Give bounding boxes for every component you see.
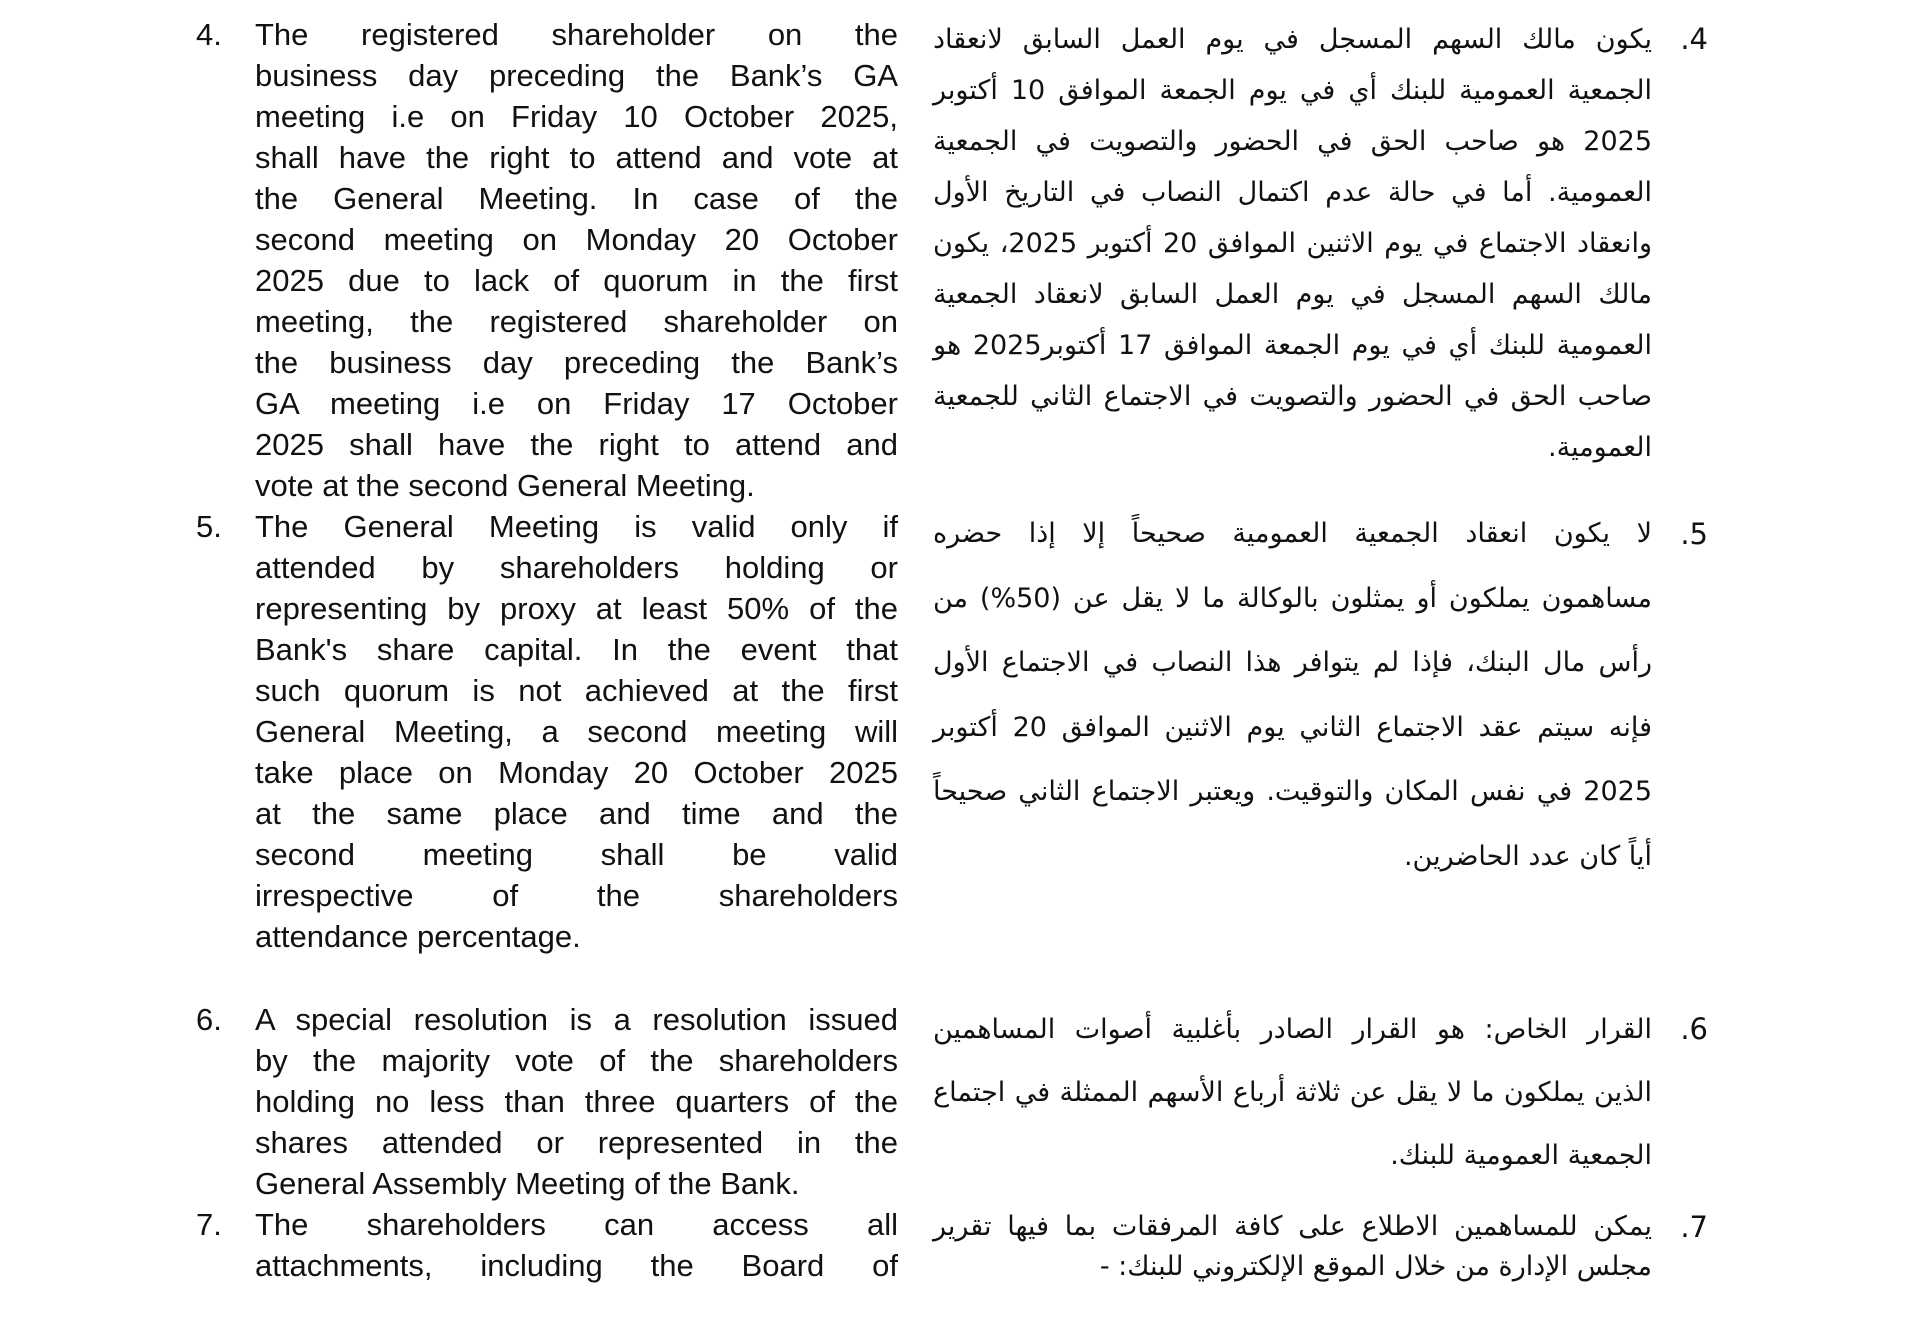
item-text xyxy=(255,1204,898,1286)
text-line: 2025 هو صاحب الحق في الحضور والتصويت في الجمعية xyxy=(933,126,1652,157)
item-number: .5 xyxy=(1680,517,1708,551)
text-line: يمكن للمساهمين الاطلاع على كافة المرفقات بما فيها تقرير xyxy=(933,1211,1652,1242)
text-line: holding no less than three quarters of the xyxy=(255,1084,898,1119)
text-line: رأس مال البنك، فإذا لم يتوافر هذا النصاب في الاجتماع الأول xyxy=(933,647,1652,678)
item-number: 5. xyxy=(196,509,222,544)
item-text xyxy=(933,998,1652,1187)
text-line: the business day preceding the Bank’s xyxy=(255,345,898,380)
item-number: .4 xyxy=(1680,22,1708,56)
text-line: business day preceding the Bank’s GA xyxy=(255,58,898,93)
text-line: الجمعية العمومية للبنك. xyxy=(1390,1140,1652,1171)
text-line: Bank's share capital. In the event that xyxy=(255,632,898,667)
item-number: 6. xyxy=(196,1002,222,1037)
text-line: shares attended or represented in the xyxy=(255,1125,898,1160)
text-line: GA meeting i.e on Friday 17 October xyxy=(255,386,898,421)
item-number: 4. xyxy=(196,17,222,52)
text-line: attachments, including the Board of xyxy=(255,1248,898,1283)
item-text xyxy=(933,14,1652,473)
text-line: take place on Monday 20 October 2025 xyxy=(255,755,898,790)
text-line: 2025 due to lack of quorum in the first xyxy=(255,263,898,298)
text-line: second meeting on Monday 20 October xyxy=(255,222,898,257)
text-line: General Meeting, a second meeting will xyxy=(255,714,898,749)
text-line: representing by proxy at least 50% of the xyxy=(255,591,898,626)
text-line: The registered shareholder on the xyxy=(255,17,898,52)
text-line: مجلس الإدارة من خلال الموقع الإلكتروني للبنك: - xyxy=(1099,1251,1652,1282)
text-line: by the majority vote of the shareholders xyxy=(255,1043,898,1078)
text-line: 2025 shall have the right to attend and xyxy=(255,427,898,462)
text-line: العمومية. xyxy=(1548,432,1652,463)
text-line: shall have the right to attend and vote at xyxy=(255,140,898,175)
text-line: attendance percentage. xyxy=(255,919,581,954)
text-line: القرار الخاص: هو القرار الصادر بأغلبية أصوات المساهمين xyxy=(933,1014,1652,1045)
text-line: at the same place and time and the xyxy=(255,796,898,831)
text-line: 2025 في نفس المكان والتوقيت. ويعتبر الاجتماع الثاني صحيحاً xyxy=(933,776,1652,807)
text-line: General Assembly Meeting of the Bank. xyxy=(255,1166,800,1201)
text-line: vote at the second General Meeting. xyxy=(255,468,755,503)
text-line: الذين يملكون ما لا يقل عن ثلاثة أرباع الأسهم الممثلة في اجتماع xyxy=(933,1077,1652,1108)
text-line: وانعقاد الاجتماع في يوم الاثنين الموافق 20 أكتوبر 2025، يكون xyxy=(933,228,1652,259)
text-line: الجمعية العمومية للبنك أي في يوم الجمعة الموافق 10 أكتوبر xyxy=(933,75,1652,106)
text-line: attended by shareholders holding or xyxy=(255,550,898,585)
item-number: 7. xyxy=(196,1207,222,1242)
text-line: صاحب الحق في الحضور والتصويت في الاجتماع الثاني للجمعية xyxy=(933,381,1652,412)
item-number: .6 xyxy=(1680,1012,1708,1046)
text-line: مساهمون يملكون أو يمثلون بالوكالة ما لا يقل عن (50%) من xyxy=(933,582,1652,614)
text-line: فإنه سيتم عقد الاجتماع الثاني يوم الاثنين الموافق 20 أكتوبر xyxy=(933,711,1652,743)
text-line: irrespective of the shareholders xyxy=(255,878,898,913)
text-line: the General Meeting. In case of the xyxy=(255,181,898,216)
item-text xyxy=(933,1207,1652,1287)
text-line: The shareholders can access all xyxy=(255,1207,898,1242)
text-line: يكون مالك السهم المسجل في يوم العمل السابق لانعقاد xyxy=(933,24,1652,55)
text-line: لا يكون انعقاد الجمعية العمومية صحيحاً إلا إذا حضره xyxy=(933,518,1652,549)
item-number: .7 xyxy=(1680,1210,1708,1244)
text-line: such quorum is not achieved at the first xyxy=(255,673,898,708)
text-line: meeting i.e on Friday 10 October 2025, xyxy=(255,99,898,134)
item-text xyxy=(255,14,898,506)
item-text xyxy=(255,999,898,1204)
item-text xyxy=(933,502,1652,889)
text-line: أياً كان عدد الحاضرين. xyxy=(1403,840,1652,872)
text-line: The General Meeting is valid only if xyxy=(255,509,898,544)
text-line: A special resolution is a resolution issued xyxy=(255,1002,898,1037)
text-line: meeting, the registered shareholder on xyxy=(255,304,898,339)
item-text xyxy=(255,506,898,957)
text-line: مالك السهم المسجل في يوم العمل السابق لانعقاد الجمعية xyxy=(933,279,1652,310)
text-line: second meeting shall be valid xyxy=(255,837,898,872)
text-line: العمومية للبنك أي في يوم الجمعة الموافق 17 أكتوبر2025 هو xyxy=(933,330,1652,361)
text-line: العمومية. أما في حالة عدم اكتمال النصاب في التاريخ الأول xyxy=(933,177,1652,208)
